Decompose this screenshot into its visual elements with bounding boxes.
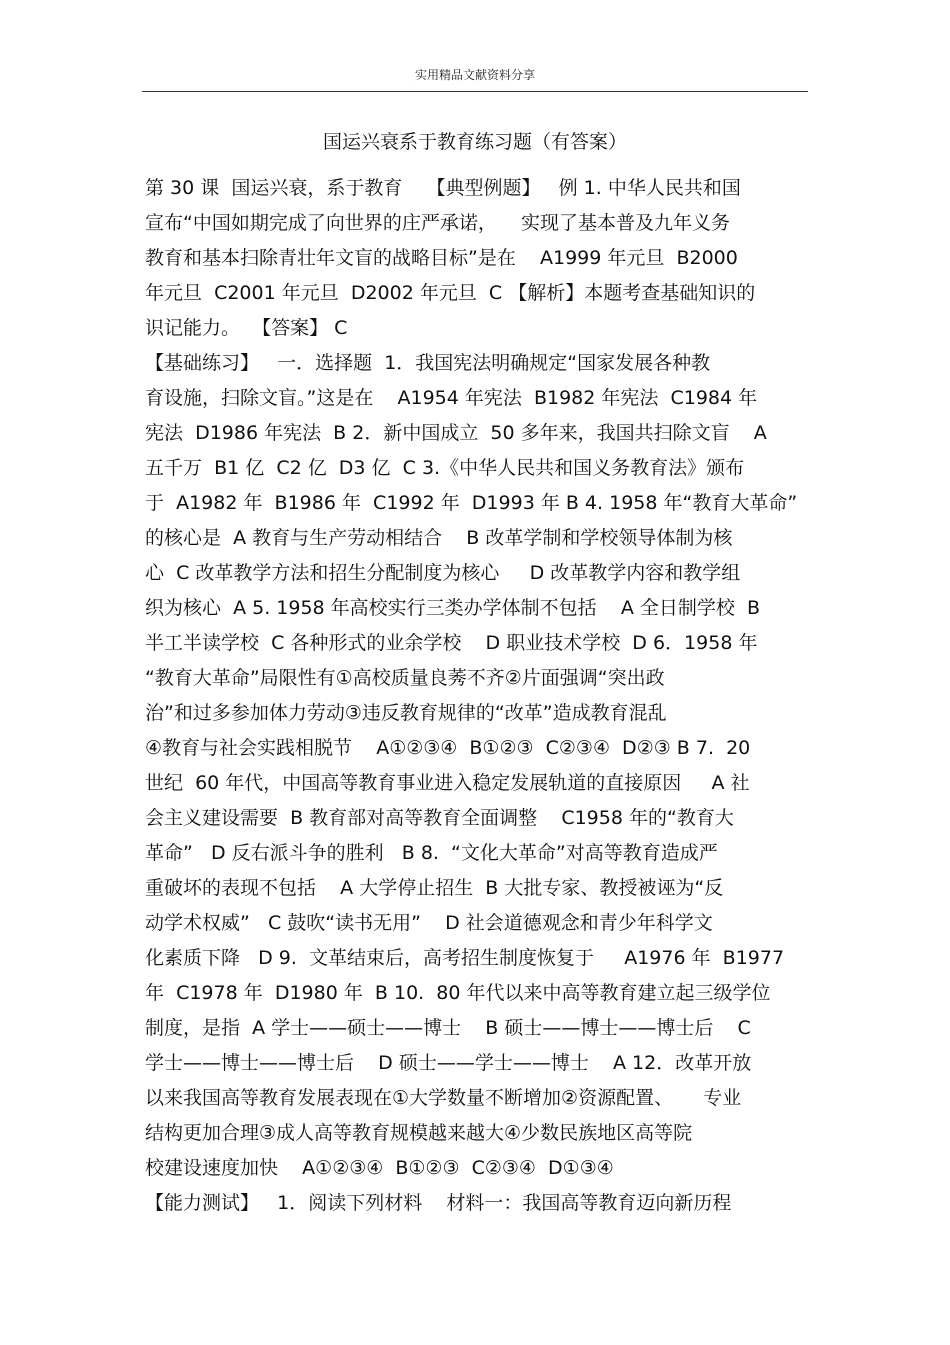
header-divider (142, 91, 808, 92)
text-line: 于 A1982 年 B1986 年 C1992 年 D1993 年 B 4. 1958 年“教育大革命” (145, 492, 798, 514)
text-line: 教育和基本扫除青壮年文盲的战略目标”是在 A1999 年元旦 B2000 (145, 247, 738, 269)
text-line: 革命” D 反右派斗争的胜利 B 8. “文化大革命”对高等教育造成严 (145, 842, 718, 864)
text-line: 世纪 60 年代，中国高等教育事业进入稳定发展轨道的直接原因 A 社 (145, 772, 750, 794)
text-line: 织为核心 A 5. 1958 年高校实行三类办学体制不包括 A 全日制学校 B (145, 597, 760, 619)
text-line: ④教育与社会实践相脱节 A①②③④ B①②③ C②③④ D②③ B 7. 20 (145, 737, 751, 759)
text-line: 制度，是指 A 学士——硕士——博士 B 硕士——博士——博士后 C (145, 1017, 751, 1039)
text-line: 心 C 改革教学方法和招生分配制度为核心 D 改革教学内容和教学组 (145, 562, 741, 584)
text-line: 结构更加合理③成人高等教育规模越来越大④少数民族地区高等院 (145, 1122, 693, 1144)
text-line: 动学术权威” C 鼓吹“读书无用” D 社会道德观念和青少年科学文 (145, 912, 713, 934)
text-line: “教育大革命”局限性有①高校质量良莠不齐②片面强调“突出政 (145, 667, 665, 689)
text-line: 校建设速度加快 A①②③④ B①②③ C②③④ D①③④ (145, 1157, 614, 1179)
text-line: 重破坏的表现不包括 A 大学停止招生 B 大批专家、教授被诬为“反 (145, 877, 724, 899)
text-line: 第 30 课 国运兴衰，系于教育 【典型例题】 例 1. 中华人民共和国 (145, 177, 741, 199)
text-line: 【基础练习】 一．选择题 1．我国宪法明确规定“国家发展各种教 (145, 352, 711, 374)
text-line: 半工半读学校 C 各种形式的业余学校 D 职业技术学校 D 6．1958 年 (145, 632, 758, 654)
text-line: 治”和过多参加体力劳动③违反教育规律的“改革”造成教育混乱 (145, 702, 667, 724)
text-line: 年元旦 C2001 年元旦 D2002 年元旦 C 【解析】本题考查基础知识的 (145, 282, 756, 304)
text-line: 宪法 D1986 年宪法 B 2．新中国成立 50 多年来，我国共扫除文盲 A (145, 422, 767, 444)
text-line: 识记能力。 【答案】 C (145, 317, 348, 339)
document-title: 国运兴衰系于教育练习题（有答案） (322, 131, 627, 153)
page-header: 实用精品文献资料分享 (414, 68, 535, 82)
text-line: 会主义建设需要 B 教育部对高等教育全面调整 C1958 年的“教育大 (145, 807, 734, 829)
text-line: 宣布“中国如期完成了向世界的庄严承诺， 实现了基本普及九年义务 (145, 212, 731, 234)
text-line: 育设施，扫除文盲。”这是在 A1954 年宪法 B1982 年宪法 C1984 年 (145, 387, 758, 409)
text-line: 以来我国高等教育发展表现在①大学数量不断增加②资源配置、 专业 (145, 1087, 742, 1109)
text-line: 的核心是 A 教育与生产劳动相结合 B 改革学制和学校领导体制为核 (145, 527, 733, 549)
text-line: 【能力测试】 1．阅读下列材料 材料一：我国高等教育迈向新历程 (145, 1192, 732, 1214)
text-line: 化素质下降 D 9. 文革结束后，高考招生制度恢复于 A1976 年 B1977 (145, 947, 785, 969)
text-line: 五千万 B1 亿 C2 亿 D3 亿 C 3.《中华人民共和国义务教育法》颁布 (145, 457, 745, 479)
text-line: 学士——博士——博士后 D 硕士——学士——博士 A 12．改革开放 (145, 1052, 752, 1074)
document-body (145, 171, 810, 1221)
text-line: 年 C1978 年 D1980 年 B 10. 80 年代以来中高等教育建立起三级学位 (145, 982, 771, 1004)
